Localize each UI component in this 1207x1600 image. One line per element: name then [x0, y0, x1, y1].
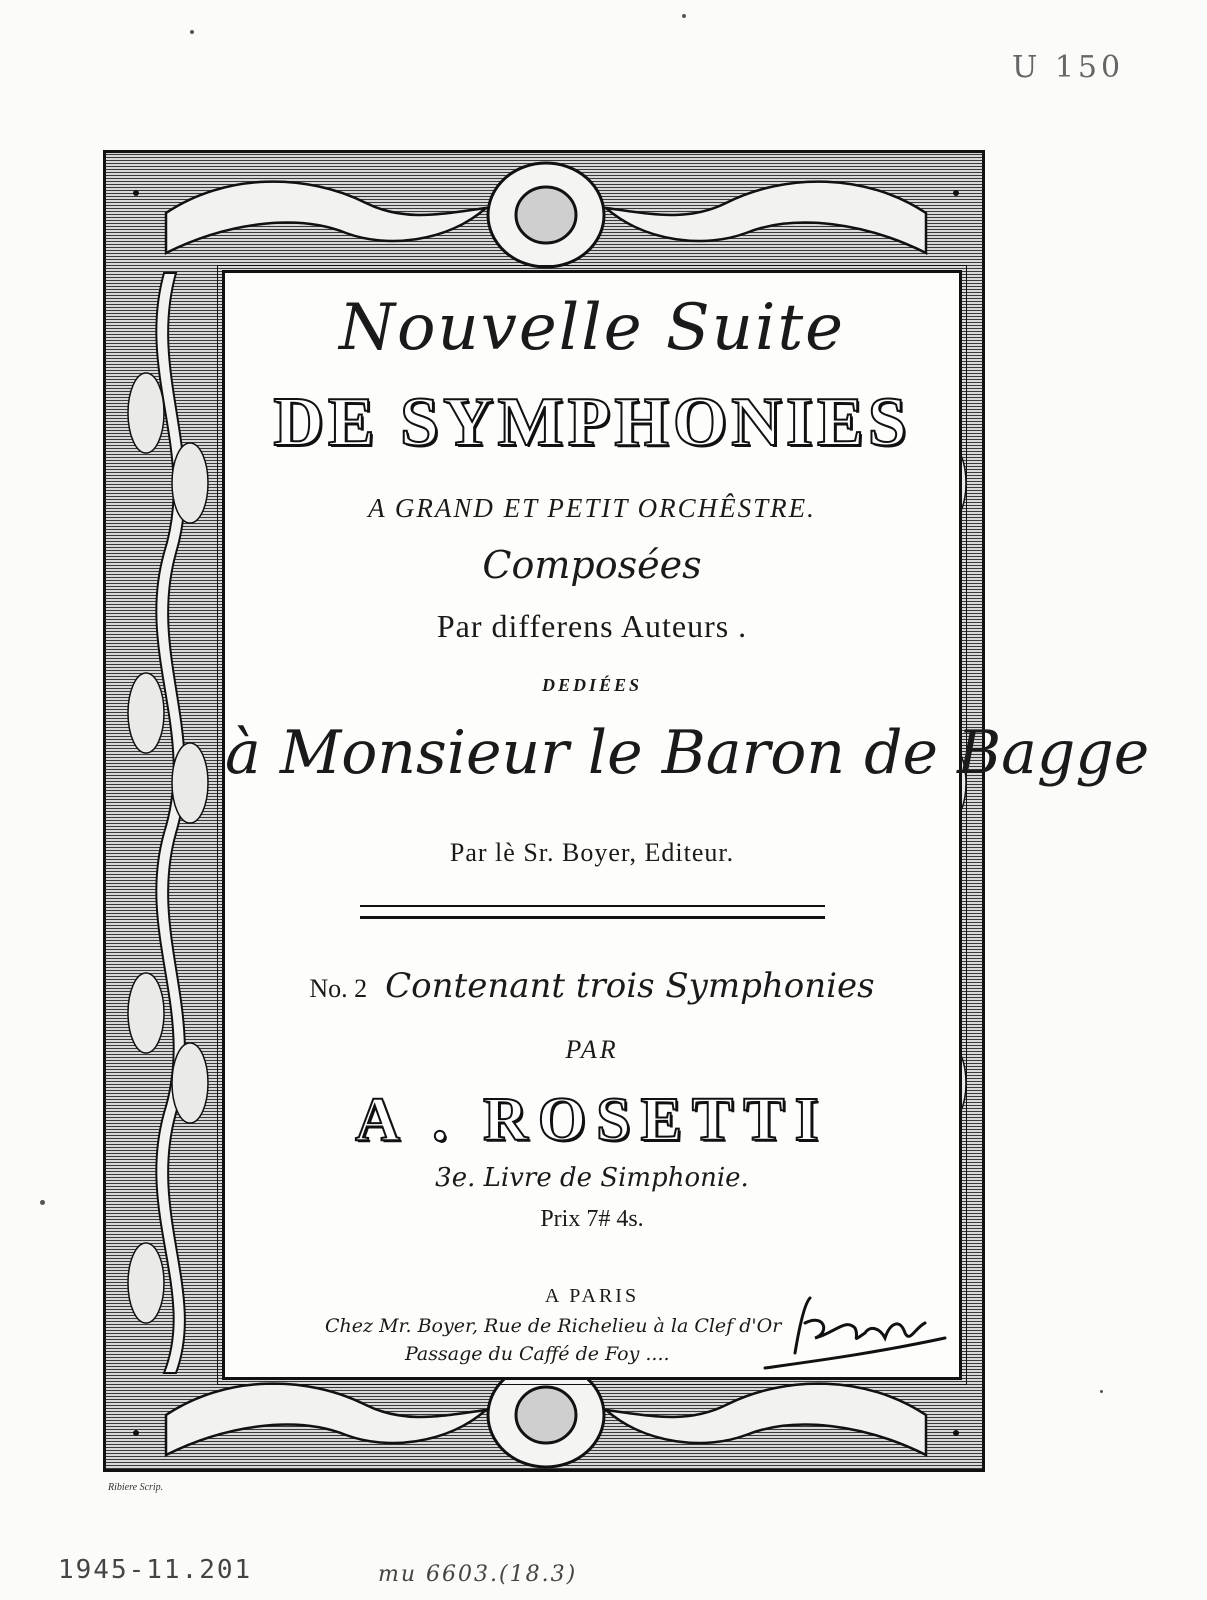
scan-speck — [190, 30, 194, 34]
library-call-number: mu 6603.(18.3) — [378, 1562, 578, 1587]
page-title: DE SYMPHONIES — [273, 384, 911, 461]
scan-speck — [40, 1200, 45, 1205]
par-line: PAR — [565, 1035, 619, 1064]
volume-number: No. 2 — [309, 974, 368, 1003]
contents-description: Contenant trois Symphonies — [385, 966, 875, 1006]
authors-line: Par differens Auteurs . — [436, 608, 748, 644]
handwritten-signature — [755, 1283, 955, 1373]
shelf-mark: U 150 — [1012, 50, 1125, 85]
imprint-address-line-1: Chez Mr. Boyer, Rue de Richelieu à la Clef d'Or — [325, 1315, 782, 1337]
dediees-line: DEDIÉES — [541, 675, 643, 695]
editor-line: Par lè Sr. Boyer, Editeur. — [449, 838, 735, 867]
title-panel — [222, 270, 1150, 1380]
price-line: Prix 7# 4s. — [540, 1206, 644, 1232]
book-line: 3e. Livre de Simphonie. — [435, 1163, 749, 1193]
scan-speck — [1100, 1390, 1103, 1393]
library-stamp: 1945-11.201 — [58, 1555, 253, 1585]
title-script-line: Nouvelle Suite — [338, 291, 846, 365]
scan-speck — [682, 14, 686, 18]
subtitle: A GRAND ET PETIT ORCHÊSTRE. — [368, 493, 816, 523]
double-rule-divider — [360, 905, 825, 919]
imprint-address-line-2: Passage du Caffé de Foy .... — [405, 1343, 670, 1365]
dedicatee-line: à Monsieur le Baron de Bagge — [225, 718, 1150, 788]
composees-line: Composées — [482, 543, 702, 587]
composer-name: A . ROSETTI — [355, 1086, 829, 1154]
imprint-city: A PARIS — [544, 1285, 640, 1307]
engraver-credit: Ribiere Scrip. — [108, 1482, 164, 1493]
contents-line — [225, 966, 959, 1006]
